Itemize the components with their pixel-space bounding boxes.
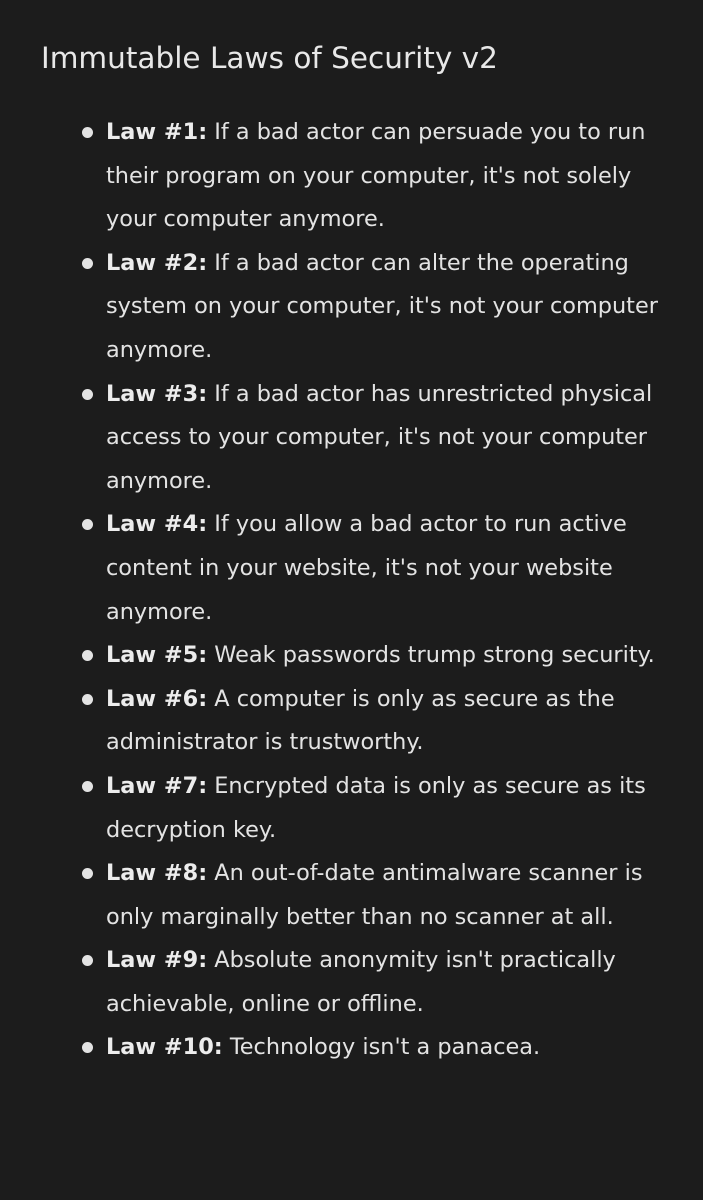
law-text: Technology isn't a panacea. bbox=[229, 1034, 541, 1061]
bullet-icon bbox=[82, 868, 93, 879]
list-item-law-1 bbox=[0, 111, 703, 242]
law-text: An out-of-date antimalware scanner is only marginally better than no scanner at all. bbox=[106, 860, 643, 930]
law-label: Law #10: bbox=[106, 1034, 223, 1061]
law-label: Law #1: bbox=[106, 119, 208, 145]
law-label: Law #4: bbox=[106, 511, 208, 538]
list-item-law-6 bbox=[0, 678, 703, 765]
page-title: Immutable Laws of Security v2 bbox=[41, 41, 498, 75]
bullet-icon bbox=[82, 694, 93, 705]
bullet-icon bbox=[82, 650, 93, 661]
bullet-icon bbox=[82, 781, 93, 792]
law-text: If a bad actor has unrestricted physical access to your computer, it's not your computer anymore. bbox=[106, 380, 653, 494]
law-text: If a bad actor can persuade you to run their program on your computer, it's not solely your computer anymore. bbox=[106, 119, 646, 233]
bullet-icon bbox=[82, 127, 93, 138]
list-item-law-3 bbox=[0, 373, 703, 504]
list-item-law-7 bbox=[0, 765, 703, 852]
list-item-law-8 bbox=[0, 852, 703, 939]
law-text: If you allow a bad actor to run active content in your website, it's not your website anymore. bbox=[106, 511, 627, 625]
bullet-icon bbox=[82, 389, 93, 400]
laws-list bbox=[0, 111, 703, 1070]
list-item-law-4 bbox=[0, 503, 703, 634]
law-label: Law #5: bbox=[106, 642, 208, 669]
list-item-law-10 bbox=[0, 1026, 703, 1070]
law-label: Law #3: bbox=[106, 380, 208, 407]
list-item-law-9 bbox=[0, 939, 703, 1026]
law-label: Law #6: bbox=[106, 685, 208, 712]
law-label: Law #9: bbox=[106, 947, 208, 974]
law-text: Weak passwords trump strong security. bbox=[214, 642, 655, 669]
law-text: Absolute anonymity isn't practically achievable, online or offline. bbox=[106, 947, 616, 1017]
law-label: Law #8: bbox=[106, 860, 208, 887]
bullet-icon bbox=[82, 955, 93, 966]
law-label: Law #7: bbox=[106, 772, 208, 799]
law-text: A computer is only as secure as the administrator is trustworthy. bbox=[106, 685, 615, 756]
list-item-law-2 bbox=[0, 242, 703, 373]
bullet-icon bbox=[82, 519, 93, 530]
bullet-icon bbox=[82, 258, 93, 269]
law-text: Encrypted data is only as secure as its decryption key. bbox=[106, 772, 646, 843]
list-item-law-5 bbox=[0, 634, 703, 678]
law-text: If a bad actor can alter the operating system on your computer, it's not your computer anymore. bbox=[106, 249, 658, 363]
bullet-icon bbox=[82, 1042, 93, 1053]
law-label: Law #2: bbox=[106, 249, 208, 276]
